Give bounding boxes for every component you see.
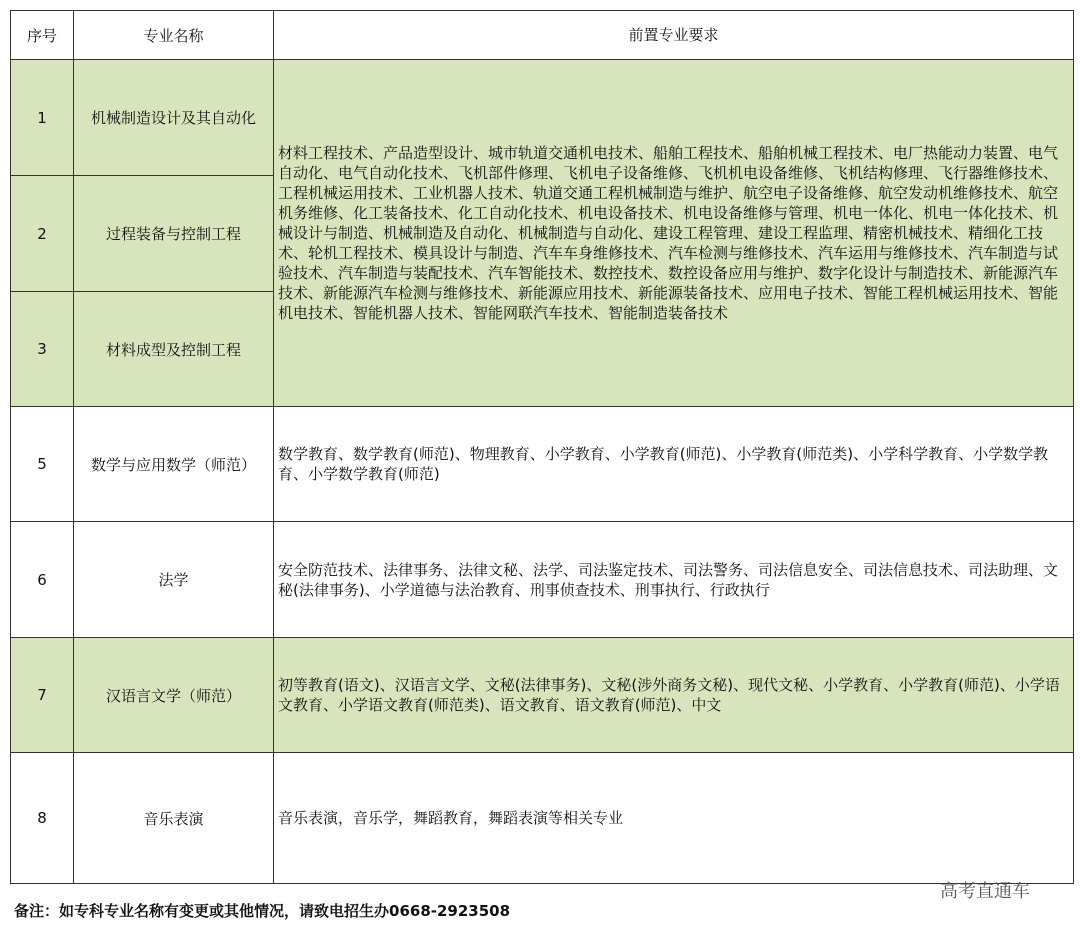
watermark-text: 高考直通车 <box>940 881 1030 902</box>
row-major-name: 汉语言文学（师范） <box>74 638 274 753</box>
table-row <box>11 753 1074 884</box>
row-major-name: 过程装备与控制工程 <box>74 176 274 292</box>
row-requirements: 安全防范技术、法律事务、法律文秘、法学、司法鉴定技术、司法警务、司法信息安全、司法信息技术、司法助理、文秘(法律事务)、小学道德与法治教育、刑事侦查技术、刑事执行、行政执行 <box>274 522 1074 638</box>
row-serial: 7 <box>11 638 74 753</box>
row-requirements-merged: 材料工程技术、产品造型设计、城市轨道交通机电技术、船舶工程技术、船舶机械工程技术、电厂热能动力装置、电气自动化、电气自动化技术、飞机部件修理、飞机电子设备维修、飞机机电设备维修、飞机结构修理、飞行器维修技术、工程机械运用技术、工业机器人技术、轨道交通工程机械制造与维护、航空电子设备维修、航空发动机维修技术、航空机务维修、化工装备技术、化工自动化技术、机电设备技术、机电设备维修与管理、机电一体化、机电一体化技术、机械设计与制造、机械制造及自动化、机械制造与自动化、建设工程管理、建设工程监理、精密机械技术、精细化工技术、轮机工程技术、模具设计与制造、汽车车身维修技术、汽车检测与维修技术、汽车运用与维修技术、汽车制造与试验技术、汽车制造与装配技术、汽车智能技术、数控技术、数控设备应用与维护、数字化设计与制造技术、新能源汽车技术、新能源汽车检测与维修技术、新能源应用技术、新能源装备技术、应用电子技术、智能工程机械运用技术、智能机电技术、智能机器人技术、智能网联汽车技术、智能制造装备技术 <box>274 60 1074 407</box>
major-requirements-table <box>10 10 1074 884</box>
header-prerequisite: 前置专业要求 <box>274 11 1074 60</box>
row-requirements: 音乐表演，音乐学，舞蹈教育，舞蹈表演等相关专业 <box>274 753 1074 884</box>
table-row <box>11 638 1074 753</box>
row-serial: 1 <box>11 60 74 176</box>
table-row <box>11 60 1074 176</box>
row-requirements: 数学教育、数学教育(师范)、物理教育、小学教育、小学教育(师范)、小学教育(师范类)、小学科学教育、小学数学教育、小学数学教育(师范) <box>274 407 1074 522</box>
row-serial: 2 <box>11 176 74 292</box>
table-row <box>11 522 1074 638</box>
header-serial: 序号 <box>11 11 74 60</box>
row-serial: 6 <box>11 522 74 638</box>
table-header-row <box>11 11 1074 60</box>
table-row <box>11 407 1074 522</box>
row-requirements: 初等教育(语文)、汉语言文学、文秘(法律事务)、文秘(涉外商务文秘)、现代文秘、小学教育、小学教育(师范)、小学语文教育、小学语文教育(师范类)、语文教育、语文教育(师范)、中文 <box>274 638 1074 753</box>
row-major-name: 法学 <box>74 522 274 638</box>
row-major-name: 音乐表演 <box>74 753 274 884</box>
row-major-name: 机械制造设计及其自动化 <box>74 60 274 176</box>
row-major-name: 材料成型及控制工程 <box>74 292 274 407</box>
row-serial: 8 <box>11 753 74 884</box>
row-major-name: 数学与应用数学（师范） <box>74 407 274 522</box>
row-serial: 3 <box>11 292 74 407</box>
footer-note: 备注：如专科专业名称有变更或其他情况，请致电招生办0668-2923508 <box>14 902 511 920</box>
row-serial: 5 <box>11 407 74 522</box>
header-major-name: 专业名称 <box>74 11 274 60</box>
